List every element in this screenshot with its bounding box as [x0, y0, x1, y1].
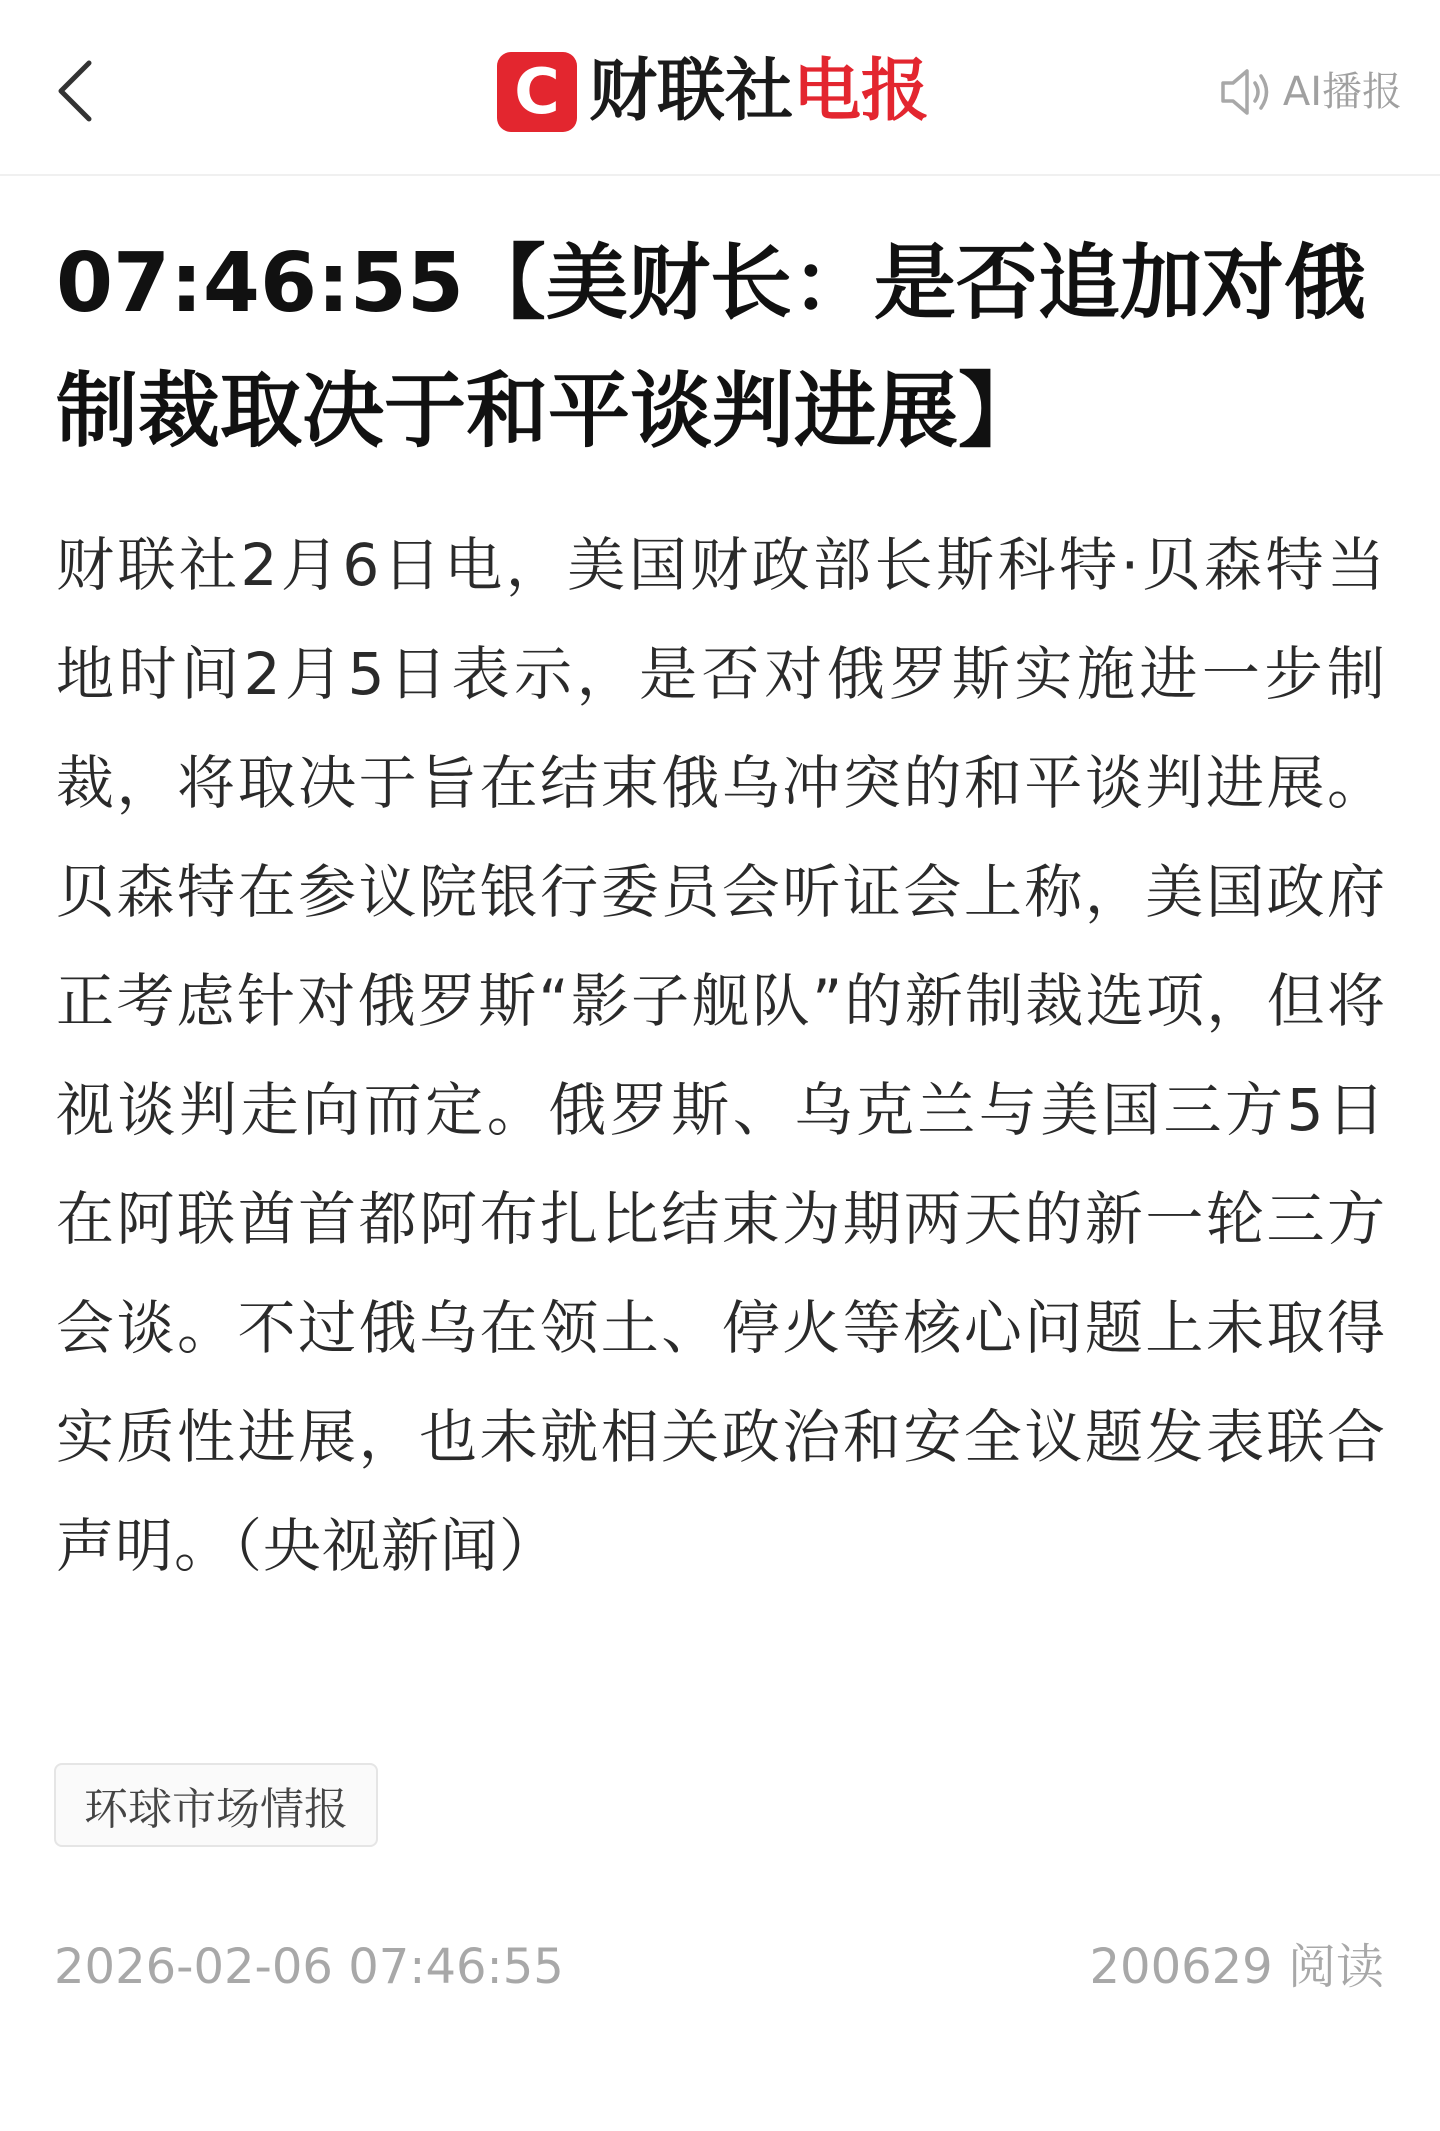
- brand-name-part1: 财联社: [589, 52, 794, 131]
- read-count: [1089, 1932, 1384, 2002]
- article-title: 07:46:55【美财长：是否追加对俄制裁取决于和平谈判进展】: [56, 236, 1366, 459]
- read-count-label: 阅读: [1287, 1939, 1384, 1995]
- brand-logo-letter: C: [514, 55, 560, 128]
- topic-tag[interactable]: 环球市场情报: [54, 1763, 378, 1847]
- brand-logo-mark: [497, 52, 577, 132]
- article-body: 财联社2月6日电，美国财政部长斯科特·贝森特当地时间2月5日表示，是否对俄罗斯实施进一步制裁，将取决于旨在结束俄乌冲突的和平谈判进展。贝森特在参议院银行委员会听证会上称，美国政府正考虑针对俄罗斯“影子舰队”的新制裁选项，但将视谈判走向而定。俄罗斯、乌克兰与美国三方5日在阿联酋首都阿布扎比结束为期两天的新一轮三方会谈。不过俄乌在领土、停火等核心问题上未取得实质性进展，也未就相关政治和安全议题发表联合声明。（央视新闻）: [56, 531, 1386, 1580]
- chevron-left-icon: [55, 59, 95, 123]
- brand-name: [589, 50, 929, 134]
- publish-timestamp: 2026-02-06 07:46:55: [54, 1939, 564, 1995]
- back-button[interactable]: [44, 55, 106, 127]
- read-count-value: 200629: [1089, 1939, 1273, 1995]
- speaker-icon: [1219, 66, 1273, 118]
- ai-play-button[interactable]: [1219, 64, 1402, 120]
- brand-logo: [497, 50, 929, 134]
- top-navigation-bar: [0, 0, 1440, 176]
- ai-play-label: AI播报: [1282, 69, 1402, 115]
- brand-name-part2: 电报: [793, 52, 930, 131]
